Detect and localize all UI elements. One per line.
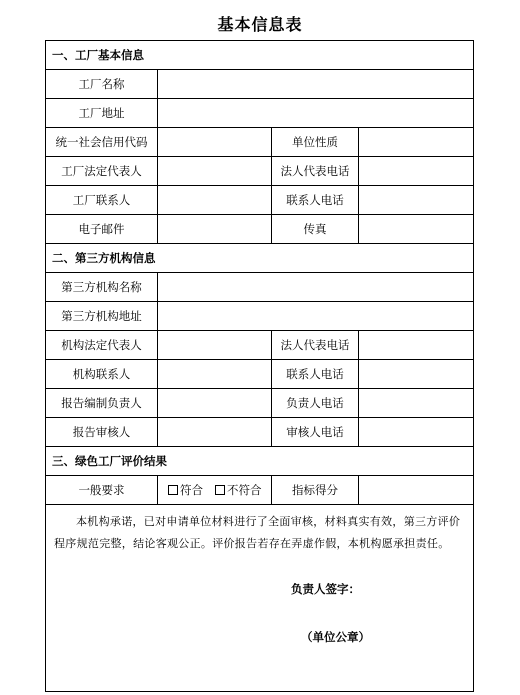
table-row — [46, 302, 474, 331]
field-report-author[interactable] — [158, 389, 272, 418]
table-row — [46, 99, 474, 128]
statement-text: 本机构承诺，已对申请单位材料进行了全面审核，材料真实有效，第三方评价程序规范完整，结论客观公正。评价报告若存在弄虚作假，本机构愿承担责任。 — [54, 515, 461, 550]
label-org-address: 第三方机构地址 — [46, 302, 158, 331]
label-org-legal-rep-phone: 法人代表电话 — [272, 331, 359, 360]
label-contact-phone: 联系人电话 — [272, 186, 359, 215]
section-heading: 三、绿色工厂评价结果 — [46, 447, 474, 476]
label-legal-rep: 工厂法定代表人 — [46, 157, 158, 186]
field-unit-nature[interactable] — [359, 128, 474, 157]
field-reviewer-phone[interactable] — [359, 418, 474, 447]
section-heading: 一、工厂基本信息 — [46, 41, 474, 70]
label-reviewer-phone: 审核人电话 — [272, 418, 359, 447]
label-org-legal-rep: 机构法定代表人 — [46, 331, 158, 360]
conformity-options — [158, 476, 272, 505]
field-org-name[interactable] — [158, 273, 474, 302]
field-indicator-score[interactable] — [359, 476, 474, 505]
option-nonconform-label: 不符合 — [227, 483, 262, 497]
commitment-statement — [46, 505, 474, 692]
field-legal-rep[interactable] — [158, 157, 272, 186]
field-legal-rep-phone[interactable] — [359, 157, 474, 186]
field-org-legal-rep-phone[interactable] — [359, 331, 474, 360]
table-row — [46, 331, 474, 360]
field-org-legal-rep[interactable] — [158, 331, 272, 360]
field-reviewer[interactable] — [158, 418, 272, 447]
label-org-contact-phone: 联系人电话 — [272, 360, 359, 389]
field-org-address[interactable] — [158, 302, 474, 331]
field-report-author-phone[interactable] — [359, 389, 474, 418]
section-heading: 二、第三方机构信息 — [46, 244, 474, 273]
table-row — [46, 360, 474, 389]
field-fax[interactable] — [359, 215, 474, 244]
label-org-contact: 机构联系人 — [46, 360, 158, 389]
option-conform-label: 符合 — [180, 483, 203, 497]
table-row — [46, 128, 474, 157]
statement-row — [46, 505, 474, 692]
label-factory-address: 工厂地址 — [46, 99, 158, 128]
label-reviewer: 报告审核人 — [46, 418, 158, 447]
label-unit-nature: 单位性质 — [272, 128, 359, 157]
label-factory-name: 工厂名称 — [46, 70, 158, 99]
label-report-author-phone: 负责人电话 — [272, 389, 359, 418]
label-org-name: 第三方机构名称 — [46, 273, 158, 302]
signature-label: 负责人签字： — [291, 582, 360, 596]
label-indicator-score: 指标得分 — [272, 476, 359, 505]
page-title: 基本信息表 — [217, 15, 303, 34]
label-email: 电子邮件 — [46, 215, 158, 244]
label-general-requirements: 一般要求 — [46, 476, 158, 505]
seal-label: （单位公章） — [301, 630, 370, 644]
label-report-author: 报告编制负责人 — [46, 389, 158, 418]
basic-info-table — [45, 40, 474, 692]
label-fax: 传真 — [272, 215, 359, 244]
table-row — [46, 70, 474, 99]
table-row — [46, 186, 474, 215]
table-row — [46, 476, 474, 505]
field-contact-phone[interactable] — [359, 186, 474, 215]
table-row — [46, 215, 474, 244]
table-row — [46, 157, 474, 186]
field-contact[interactable] — [158, 186, 272, 215]
label-contact: 工厂联系人 — [46, 186, 158, 215]
field-org-contact-phone[interactable] — [359, 360, 474, 389]
field-email[interactable] — [158, 215, 272, 244]
checkbox-icon[interactable] — [215, 485, 225, 495]
table-row — [46, 418, 474, 447]
option-conform[interactable] — [168, 482, 203, 498]
section-header-third-party — [46, 244, 474, 273]
field-credit-code[interactable] — [158, 128, 272, 157]
section-header-factory — [46, 41, 474, 70]
option-nonconform[interactable] — [215, 482, 262, 498]
table-row — [46, 389, 474, 418]
label-credit-code: 统一社会信用代码 — [46, 128, 158, 157]
field-factory-name[interactable] — [158, 70, 474, 99]
section-header-evaluation — [46, 447, 474, 476]
checkbox-icon[interactable] — [168, 485, 178, 495]
table-row — [46, 273, 474, 302]
field-factory-address[interactable] — [158, 99, 474, 128]
label-legal-rep-phone: 法人代表电话 — [272, 157, 359, 186]
field-org-contact[interactable] — [158, 360, 272, 389]
